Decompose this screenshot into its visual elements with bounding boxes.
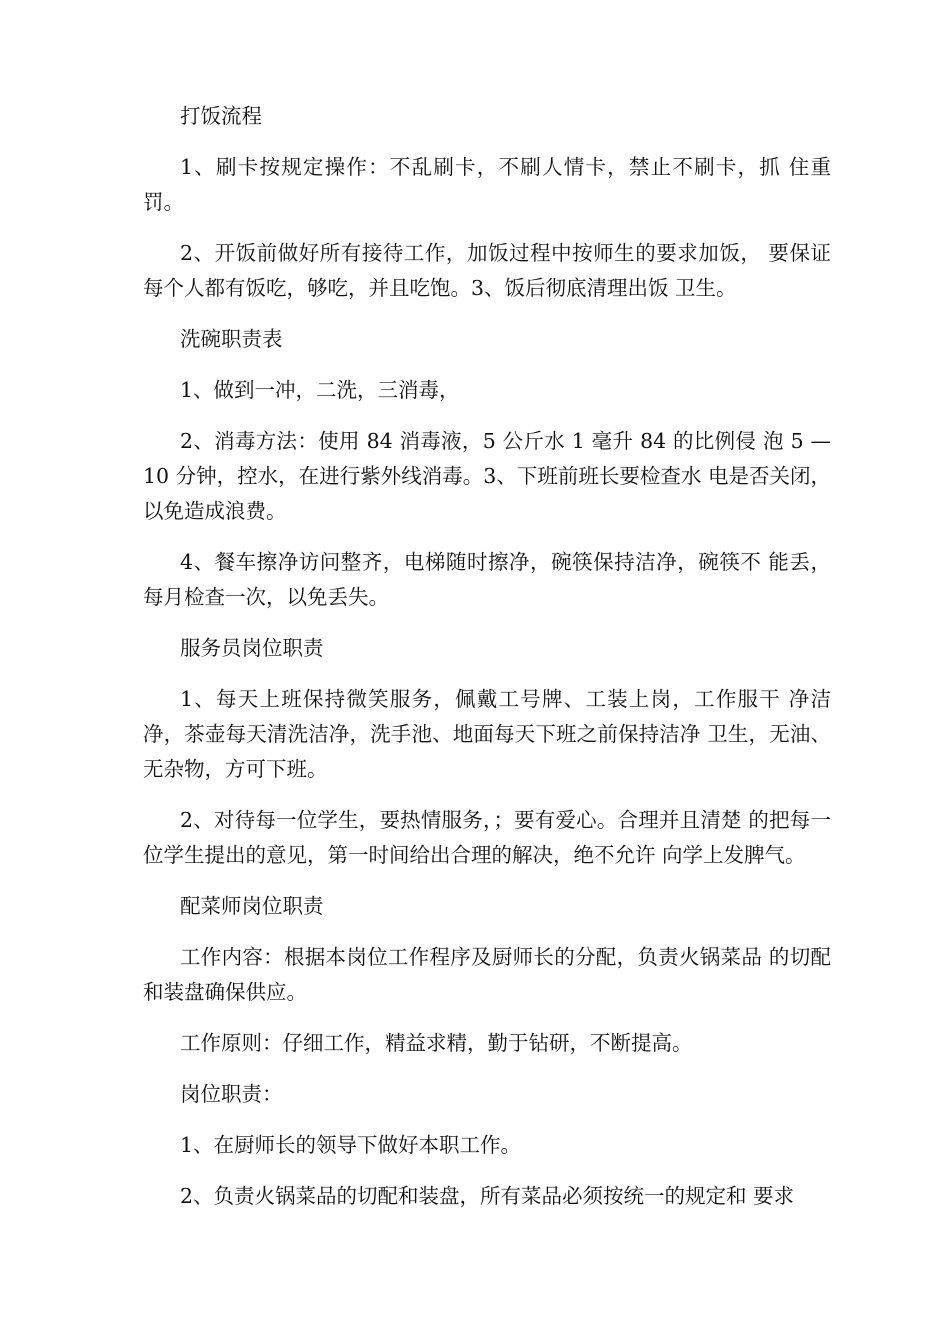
paragraph: 2、负责火锅菜品的切配和装盘，所有菜品必须按统一的规定和 要求 — [180, 1184, 795, 1208]
paragraph: 2、对待每一位学生，要热情服务，；要有爱心。合理并且清楚 的把每一位学生提出的意见，第一时间给出合理的解决，绝不允许 向学上发脾气。 — [143, 808, 831, 867]
paragraph: 4、餐车擦净访问整齐，电梯随时擦净，碗筷保持洁净，碗筷不 能丢，每月检查一次，以免丢失。 — [143, 550, 831, 609]
section-heading-dishwashing: 洗碗职责表 — [180, 327, 283, 351]
section-heading-rice-serving: 打饭流程 — [180, 104, 262, 128]
paragraph: 1、做到一冲，二洗，三消毒， — [180, 378, 460, 402]
section-heading-prep-cook: 配菜师岗位职责 — [180, 894, 324, 918]
paragraph: 2、开饭前做好所有接待工作，加饭过程中按师生的要求加饭， 要保证每个人都有饭吃，够吃，并且吃饱。3、饭后彻底清理出饭 卫生。 — [143, 241, 831, 300]
paragraph: 1、每天上班保持微笑服务，佩戴工号牌、工装上岗，工作服干 净洁净，茶壶每天清洗洁净，洗手池、地面每天下班之前保持洁净 卫生，无油、无杂物，方可下班。 — [143, 687, 831, 781]
paragraph: 1、刷卡按规定操作：不乱刷卡，不刷人情卡，禁止不刷卡，抓 住重罚。 — [143, 155, 831, 214]
paragraph: 岗位职责： — [180, 1082, 283, 1106]
paragraph: 2、消毒方法：使用 84 消毒液，5 公斤水 1 毫升 84 的比例侵 泡 5 —10 分钟，控水，在进行紫外线消毒。3、下班前班长要检查水 电是否关闭，以免造成浪费。 — [143, 429, 831, 523]
paragraph: 工作内容：根据本岗位工作程序及厨师长的分配，负责火锅菜品 的切配和装盘确保供应。 — [143, 945, 831, 1004]
paragraph: 1、在厨师长的领导下做好本职工作。 — [180, 1133, 522, 1157]
paragraph: 工作原则：仔细工作，精益求精，勤于钻研，不断提高。 — [180, 1031, 693, 1055]
section-heading-waiter: 服务员岗位职责 — [180, 636, 324, 660]
document-body — [143, 99, 831, 1230]
